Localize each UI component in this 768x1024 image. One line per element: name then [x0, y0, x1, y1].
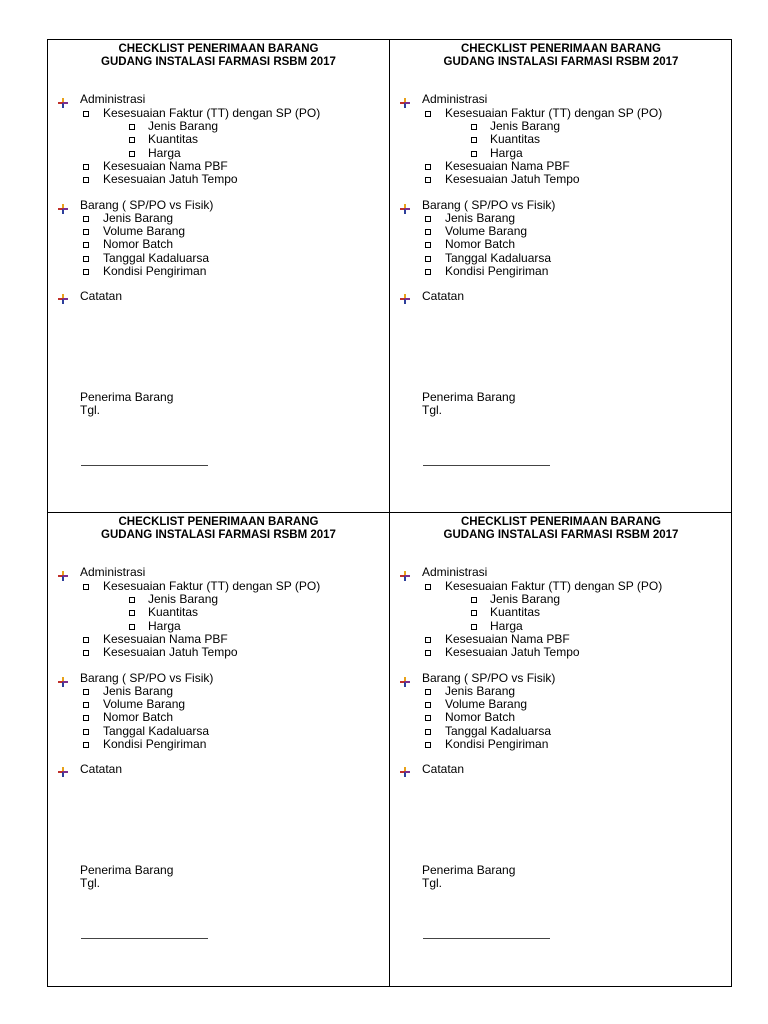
checkbox-icon[interactable]	[471, 124, 477, 130]
checkbox-icon[interactable]	[425, 729, 431, 735]
checklist-card	[48, 513, 390, 986]
checklist-item: Kondisi Pengiriman	[445, 264, 549, 278]
title-line-1: CHECKLIST PENERIMAAN BARANG	[461, 43, 661, 55]
checkbox-icon[interactable]	[129, 124, 135, 130]
checkbox-icon[interactable]	[471, 624, 477, 630]
signature-line[interactable]	[81, 465, 208, 466]
checklist-item: Kesesuaian Faktur (TT) dengan SP (PO)	[103, 106, 321, 120]
checkbox-icon[interactable]	[83, 216, 89, 222]
section-bullet-icon	[58, 674, 68, 684]
checklist-subitem: Jenis Barang	[148, 119, 219, 133]
checkbox-icon[interactable]	[83, 269, 89, 275]
checklist-subitem: Kuantitas	[490, 605, 541, 619]
checkbox-icon[interactable]	[83, 650, 89, 656]
checklist-item: Tanggal Kadaluarsa	[103, 724, 210, 738]
checkbox-icon[interactable]	[129, 137, 135, 143]
section-bullet-icon	[58, 764, 68, 774]
tgl-label: Tgl.	[422, 876, 443, 890]
checklist-item: Kondisi Pengiriman	[103, 264, 207, 278]
checklist-item: Volume Barang	[103, 697, 186, 711]
penerima-label: Penerima Barang	[422, 863, 516, 877]
signature-line[interactable]	[81, 938, 208, 939]
checkbox-icon[interactable]	[425, 584, 431, 590]
title-line-2: GUDANG INSTALASI FARMASI RSBM 2017	[443, 529, 679, 541]
checkbox-icon[interactable]	[129, 597, 135, 603]
title-line-2: GUDANG INSTALASI FARMASI RSBM 2017	[101, 529, 336, 541]
checklist-subitem: Harga	[490, 146, 523, 160]
tgl-label: Tgl.	[422, 403, 443, 417]
penerima-label: Penerima Barang	[80, 863, 174, 877]
section-bullet-icon	[400, 568, 410, 578]
signature-line[interactable]	[423, 938, 550, 939]
section-bullet-icon	[400, 201, 410, 211]
checkbox-icon[interactable]	[83, 111, 89, 117]
barang-heading: Barang ( SP/PO vs Fisik)	[422, 671, 556, 685]
checklist-item: Kondisi Pengiriman	[103, 737, 207, 751]
checkbox-icon[interactable]	[83, 242, 89, 248]
checkbox-icon[interactable]	[83, 177, 89, 183]
checkbox-icon[interactable]	[83, 742, 89, 748]
checklist-item: Jenis Barang	[445, 211, 516, 225]
checkbox-icon[interactable]	[83, 164, 89, 170]
checklist-subitem: Kuantitas	[148, 605, 199, 619]
checklist-title	[48, 516, 389, 542]
checklist-item: Jenis Barang	[445, 684, 516, 698]
checklist-item: Kondisi Pengiriman	[445, 737, 549, 751]
checklist-subitem: Jenis Barang	[148, 592, 219, 606]
checkbox-icon[interactable]	[425, 216, 431, 222]
tgl-label: Tgl.	[80, 403, 101, 417]
checkbox-icon[interactable]	[129, 624, 135, 630]
signature-line[interactable]	[423, 465, 550, 466]
checkbox-icon[interactable]	[425, 702, 431, 708]
checklist-item: Nomor Batch	[445, 237, 516, 251]
barang-heading: Barang ( SP/PO vs Fisik)	[80, 671, 214, 685]
checkbox-icon[interactable]	[83, 689, 89, 695]
checkbox-icon[interactable]	[83, 729, 89, 735]
checklist-card	[390, 40, 732, 513]
checkbox-icon[interactable]	[83, 256, 89, 262]
checklist-item: Kesesuaian Faktur (TT) dengan SP (PO)	[103, 579, 321, 593]
checkbox-icon[interactable]	[83, 584, 89, 590]
checklist-item: Tanggal Kadaluarsa	[445, 251, 552, 265]
checkbox-icon[interactable]	[83, 715, 89, 721]
title-line-1: CHECKLIST PENERIMAAN BARANG	[118, 516, 319, 528]
checklist-item: Kesesuaian Nama PBF	[445, 159, 570, 173]
checklist-item: Kesesuaian Jatuh Tempo	[103, 645, 238, 659]
checklist-item: Tanggal Kadaluarsa	[103, 251, 210, 265]
checkbox-icon[interactable]	[425, 650, 431, 656]
section-bullet-icon	[58, 568, 68, 578]
checkbox-icon[interactable]	[425, 229, 431, 235]
section-bullet-icon	[58, 291, 68, 301]
section-bullet-icon	[58, 95, 68, 105]
checkbox-icon[interactable]	[425, 715, 431, 721]
section-bullet-icon	[400, 95, 410, 105]
checklist-item: Kesesuaian Faktur (TT) dengan SP (PO)	[445, 106, 663, 120]
checklist-item: Kesesuaian Nama PBF	[103, 159, 228, 173]
checklist-item: Jenis Barang	[103, 684, 174, 698]
title-line-2: GUDANG INSTALASI FARMASI RSBM 2017	[443, 56, 679, 68]
barang-heading: Barang ( SP/PO vs Fisik)	[80, 198, 214, 212]
checkbox-icon[interactable]	[425, 164, 431, 170]
checkbox-icon[interactable]	[425, 269, 431, 275]
checklist-item: Nomor Batch	[103, 237, 174, 251]
administrasi-heading: Administrasi	[422, 565, 488, 579]
checkbox-icon[interactable]	[425, 242, 431, 248]
section-bullet-icon	[400, 291, 410, 301]
checkbox-icon[interactable]	[83, 229, 89, 235]
checkbox-icon[interactable]	[425, 177, 431, 183]
title-line-1: CHECKLIST PENERIMAAN BARANG	[461, 516, 661, 528]
checklist-item: Kesesuaian Nama PBF	[445, 632, 570, 646]
checklist-item: Kesesuaian Jatuh Tempo	[103, 172, 238, 186]
section-bullet-icon	[58, 201, 68, 211]
checklist-subitem: Kuantitas	[490, 132, 541, 146]
checklist-card	[48, 40, 390, 513]
checklist-title	[390, 516, 732, 542]
administrasi-heading: Administrasi	[422, 92, 488, 106]
checklist-item: Nomor Batch	[103, 710, 174, 724]
tgl-label: Tgl.	[80, 876, 101, 890]
title-line-2: GUDANG INSTALASI FARMASI RSBM 2017	[101, 56, 336, 68]
checkbox-icon[interactable]	[471, 597, 477, 603]
checklist-item: Kesesuaian Faktur (TT) dengan SP (PO)	[445, 579, 663, 593]
checklist-item: Volume Barang	[445, 224, 528, 238]
checklist-subitem: Harga	[148, 146, 181, 160]
checklist-title	[390, 43, 732, 69]
checkbox-icon[interactable]	[425, 256, 431, 262]
checklist-item: Kesesuaian Jatuh Tempo	[445, 645, 580, 659]
checkbox-icon[interactable]	[129, 610, 135, 616]
catatan-label: Catatan	[422, 762, 465, 776]
checklist-subitem: Harga	[148, 619, 181, 633]
catatan-label: Catatan	[80, 762, 123, 776]
checkbox-icon[interactable]	[471, 151, 477, 157]
checkbox-icon[interactable]	[83, 702, 89, 708]
checkbox-icon[interactable]	[425, 637, 431, 643]
checklist-item: Tanggal Kadaluarsa	[445, 724, 552, 738]
checkbox-icon[interactable]	[425, 689, 431, 695]
checkbox-icon[interactable]	[83, 637, 89, 643]
checklist-card	[390, 513, 732, 986]
barang-heading: Barang ( SP/PO vs Fisik)	[422, 198, 556, 212]
checklist-item: Nomor Batch	[445, 710, 516, 724]
checklist-subitem: Jenis Barang	[490, 592, 561, 606]
checklist-item: Jenis Barang	[103, 211, 174, 225]
checklist-item: Volume Barang	[445, 697, 528, 711]
penerima-label: Penerima Barang	[422, 390, 516, 404]
catatan-label: Catatan	[422, 289, 465, 303]
checkbox-icon[interactable]	[471, 610, 477, 616]
section-bullet-icon	[400, 674, 410, 684]
checklist-item: Volume Barang	[103, 224, 186, 238]
penerima-label: Penerima Barang	[80, 390, 174, 404]
checkbox-icon[interactable]	[471, 137, 477, 143]
section-bullet-icon	[400, 764, 410, 774]
checkbox-icon[interactable]	[425, 742, 431, 748]
checklist-item: Kesesuaian Nama PBF	[103, 632, 228, 646]
checkbox-icon[interactable]	[425, 111, 431, 117]
administrasi-heading: Administrasi	[80, 92, 146, 106]
checklist-subitem: Kuantitas	[148, 132, 199, 146]
administrasi-heading: Administrasi	[80, 565, 146, 579]
catatan-label: Catatan	[80, 289, 123, 303]
checklist-title	[48, 43, 389, 69]
checklist-subitem: Jenis Barang	[490, 119, 561, 133]
checklist-sheet	[47, 39, 732, 987]
checklist-subitem: Harga	[490, 619, 523, 633]
checkbox-icon[interactable]	[129, 151, 135, 157]
checklist-item: Kesesuaian Jatuh Tempo	[445, 172, 580, 186]
title-line-1: CHECKLIST PENERIMAAN BARANG	[118, 43, 319, 55]
